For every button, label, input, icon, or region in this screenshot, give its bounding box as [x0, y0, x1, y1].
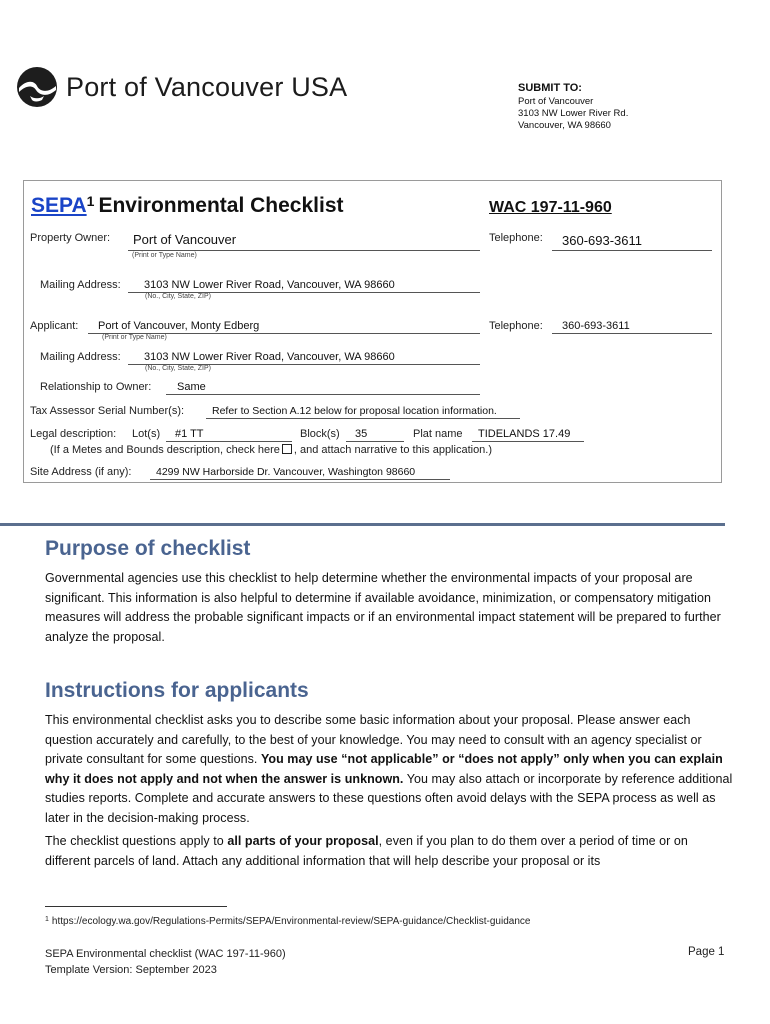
- port-logo-icon: [16, 66, 58, 108]
- relationship-line: [166, 394, 480, 395]
- metes-bounds-note: [50, 444, 492, 456]
- relationship-label: Relationship to Owner:: [40, 381, 152, 393]
- footnote-link[interactable]: https://ecology.wa.gov/Regulations-Permits/SEPA/Environmental-review/SEPA-guidance/Checklist-guidance: [51, 916, 531, 927]
- instructions-paragraph-1: [45, 711, 735, 828]
- address-hint-2: (No., City, State, ZIP): [145, 365, 211, 372]
- block-label: Block(s): [300, 428, 340, 440]
- site-address-label: Site Address (if any):: [30, 466, 132, 478]
- applicant-label: Applicant:: [30, 320, 79, 332]
- submit-to-line-1: Port of Vancouver: [518, 96, 594, 107]
- submit-to-heading: SUBMIT TO:: [518, 82, 582, 94]
- mailing-address-label-2: Mailing Address:: [40, 351, 121, 363]
- footnote-ref: 1: [86, 193, 95, 209]
- submit-to-line-2: 3103 NW Lower River Rd.: [518, 108, 629, 119]
- property-owner-line: [128, 250, 480, 251]
- instructions-paragraph-2: [45, 832, 735, 871]
- block-line: [346, 441, 404, 442]
- instructions-p2-a: The checklist questions apply to: [45, 834, 228, 848]
- instructions-p2-b: , even if you plan to do them over a period of time or on different parcels of land. Attach any additional information that will help describe your proposal or its: [45, 834, 688, 868]
- plat-name-line: [472, 441, 584, 442]
- instructions-p2-bold: all parts of your proposal: [227, 834, 379, 848]
- telephone-line-2: [552, 333, 712, 334]
- telephone-value-2[interactable]: 360-693-3611: [562, 320, 630, 332]
- form-title: [31, 193, 344, 218]
- instructions-p1-bold: You may use “not applicable” or “does not apply” only when you can explain why it does not apply and not when the answer is unknown.: [45, 752, 723, 786]
- plat-name-label: Plat name: [413, 428, 463, 440]
- legal-description-label: Legal description:: [30, 428, 117, 440]
- footer-doc-title: SEPA Environmental checklist (WAC 197-11-960): [45, 948, 286, 960]
- lots-value[interactable]: #1 TT: [175, 428, 204, 440]
- tax-assessor-line: [206, 418, 520, 419]
- telephone-label-1: Telephone:: [489, 232, 543, 244]
- form-title-rest: Environmental Checklist: [98, 194, 344, 217]
- sepa-link[interactable]: SEPA: [31, 194, 87, 217]
- telephone-value-1[interactable]: 360-693-3611: [562, 233, 642, 248]
- metes-bounds-text-before: (If a Metes and Bounds description, check here: [50, 444, 280, 456]
- page-number: Page 1: [688, 946, 725, 958]
- metes-bounds-checkbox[interactable]: [282, 444, 292, 454]
- instructions-p1-b: You may also attach or incorporate by reference additional studies reports. Complete and accurate answers to these questions often avoid delays with the SEPA process as well as later in the decision-making process.: [45, 771, 733, 825]
- site-address-line: [150, 479, 450, 480]
- footnote-rule: [45, 906, 227, 907]
- block-value[interactable]: 35: [355, 428, 368, 440]
- tax-assessor-value[interactable]: Refer to Section A.12 below for proposal location information.: [212, 405, 497, 417]
- mailing-address-value-2[interactable]: 3103 NW Lower River Road, Vancouver, WA 98660: [144, 351, 395, 363]
- submit-to-block: [518, 82, 628, 132]
- instructions-heading: Instructions for applicants: [45, 679, 309, 702]
- address-hint-1: (No., City, State, ZIP): [145, 293, 211, 300]
- port-logo: [16, 64, 361, 110]
- mailing-address-value-1[interactable]: 3103 NW Lower River Road, Vancouver, WA 98660: [144, 279, 395, 291]
- property-owner-value[interactable]: Port of Vancouver: [133, 232, 237, 247]
- metes-bounds-text-after: , and attach narrative to this application.): [293, 444, 493, 456]
- applicant-value[interactable]: Port of Vancouver, Monty Edberg: [98, 320, 260, 332]
- lots-label: Lot(s): [132, 428, 161, 440]
- mailing-address-label-1: Mailing Address:: [40, 279, 121, 291]
- page-footer: [45, 946, 286, 978]
- print-hint-2: (Print or Type Name): [102, 334, 167, 341]
- purpose-heading: Purpose of checklist: [45, 537, 251, 560]
- lots-line: [166, 441, 292, 442]
- relationship-value[interactable]: Same: [177, 381, 206, 393]
- section-divider: [0, 523, 725, 526]
- footnote-number: 1: [45, 916, 49, 923]
- telephone-label-2: Telephone:: [489, 320, 543, 332]
- instructions-p1-a: This environmental checklist asks you to describe some basic information about your proposal. Please answer each question accurately and carefully, to the best of your knowledge. You may need to consult with an agency specialist or private consultant for some questions.: [45, 713, 702, 766]
- footer-template-version: Template Version: September 2023: [45, 964, 217, 976]
- telephone-line-1: [552, 250, 712, 251]
- plat-name-value[interactable]: TIDELANDS 17.49: [478, 428, 571, 440]
- print-hint-1: (Print or Type Name): [132, 252, 197, 259]
- tax-assessor-label: Tax Assessor Serial Number(s):: [30, 405, 185, 417]
- footnote: [45, 916, 530, 927]
- property-owner-label: Property Owner:: [30, 232, 111, 244]
- purpose-text: Governmental agencies use this checklist to help determine whether the environmental impacts of your proposal are significant. This information is also helpful to determine if available avoidance, minimization, or compensatory mitigation measures will address the probable significant impacts or if an environmental impact statement will be prepared to further analyze the proposal.: [45, 571, 721, 644]
- site-address-value[interactable]: 4299 NW Harborside Dr. Vancouver, Washington 98660: [156, 466, 416, 478]
- submit-to-line-3: Vancouver, WA 98660: [518, 120, 611, 131]
- logo-text: Port of Vancouver USA: [66, 71, 348, 102]
- wac-reference: WAC 197-11-960: [489, 199, 612, 216]
